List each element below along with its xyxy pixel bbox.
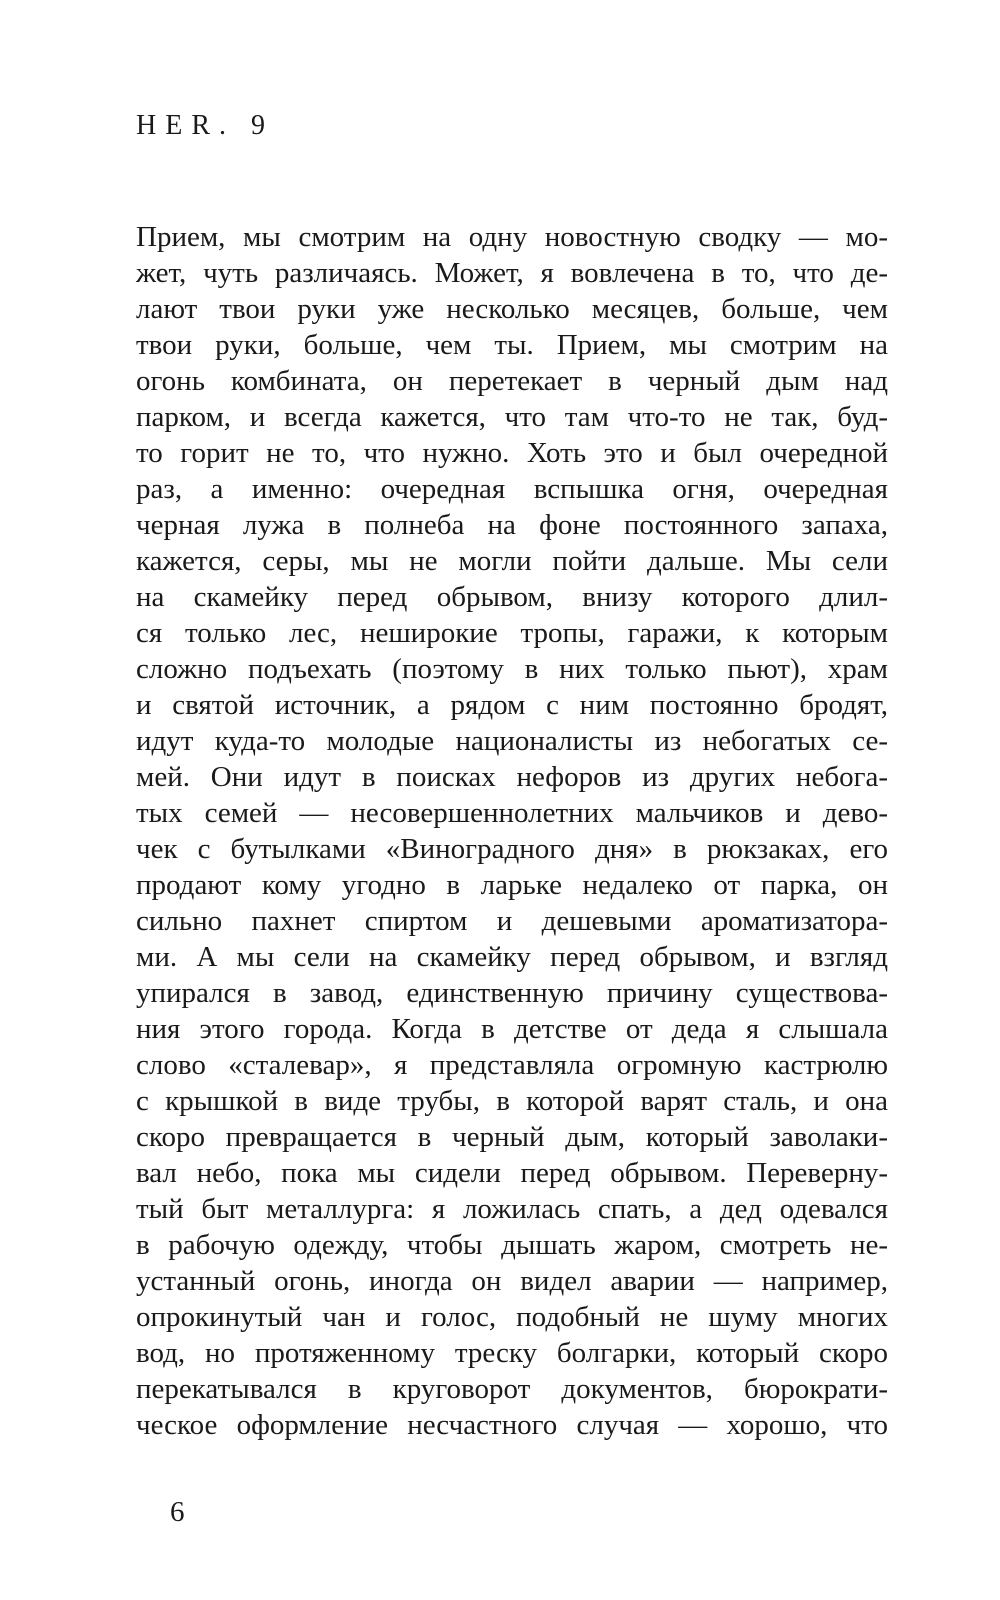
text-line: твои руки, больше, чем ты. Прием, мы смотрим на	[136, 329, 888, 361]
text-line: ся только лес, неширокие тропы, гаражи, к которым	[136, 617, 888, 649]
text-line: идут куда-то молодые националисты из небогатых се-	[136, 725, 888, 757]
running-head: HER. 9	[136, 110, 274, 141]
text-line: лают твои руки уже несколько месяцев, больше, чем	[136, 293, 888, 325]
text-line: устанный огонь, иногда он видел аварии — например,	[136, 1265, 888, 1297]
text-line: продают кому угодно в ларьке недалеко от парка, он	[136, 869, 888, 901]
text-line: ческое оформление несчастного случая — хорошо, что	[136, 1409, 888, 1441]
text-line: сильно пахнет спиртом и дешевыми ароматизатора-	[136, 905, 888, 937]
text-line: в рабочую одежду, чтобы дышать жаром, смотреть не-	[136, 1229, 888, 1261]
text-line: на скамейку перед обрывом, внизу которого длил-	[136, 581, 888, 613]
text-line: слово «сталевар», я представляла огромную кастрюлю	[136, 1049, 888, 1081]
text-line: сложно подъехать (поэтому в них только пьют), храм	[136, 653, 888, 685]
text-line: ния этого города. Когда в детстве от деда я слышала	[136, 1013, 888, 1045]
text-line: перекатывался в круговорот документов, бюрократи-	[136, 1373, 888, 1405]
text-line: черная лужа в полнеба на фоне постоянного запаха,	[136, 509, 888, 541]
text-line: огонь комбината, он перетекает в черный дым над	[136, 365, 888, 397]
text-line: раз, а именно: очередная вспышка огня, очередная	[136, 473, 888, 505]
body-text	[136, 219, 888, 1443]
text-line: жет, чуть различаясь. Может, я вовлечена в то, что де-	[136, 257, 888, 289]
text-line: тый быт металлурга: я ложилась спать, а дед одевался	[136, 1193, 888, 1225]
text-line: чек с бутылками «Виноградного дня» в рюкзаках, его	[136, 833, 888, 865]
text-line: вал небо, пока мы сидели перед обрывом. Переверну-	[136, 1157, 888, 1189]
text-line: и святой источник, а рядом с ним постоянно бродят,	[136, 689, 888, 721]
text-line: Прием, мы смотрим на одну новостную сводку — мо-	[136, 221, 888, 253]
text-line: упирался в завод, единственную причину существова-	[136, 977, 888, 1009]
text-line: с крышкой в виде трубы, в которой варят сталь, и она	[136, 1085, 888, 1117]
text-line: ми. А мы сели на скамейку перед обрывом, и взгляд	[136, 941, 888, 973]
text-line: мей. Они идут в поисках нефоров из других небога-	[136, 761, 888, 793]
text-line: то горит не то, что нужно. Хоть это и был очередной	[136, 437, 888, 469]
text-line: кажется, серы, мы не могли пойти дальше. Мы сели	[136, 545, 888, 577]
text-line: вод, но протяженному треску болгарки, который скоро	[136, 1337, 888, 1369]
text-line: тых семей — несовершеннолетних мальчиков и дево-	[136, 797, 888, 829]
text-line: скоро превращается в черный дым, который заволаки-	[136, 1121, 888, 1153]
text-line: парком, и всегда кажется, что там что-то не так, буд-	[136, 401, 888, 433]
text-line: опрокинутый чан и голос, подобный не шуму многих	[136, 1301, 888, 1333]
page-number: 6	[170, 1496, 185, 1528]
